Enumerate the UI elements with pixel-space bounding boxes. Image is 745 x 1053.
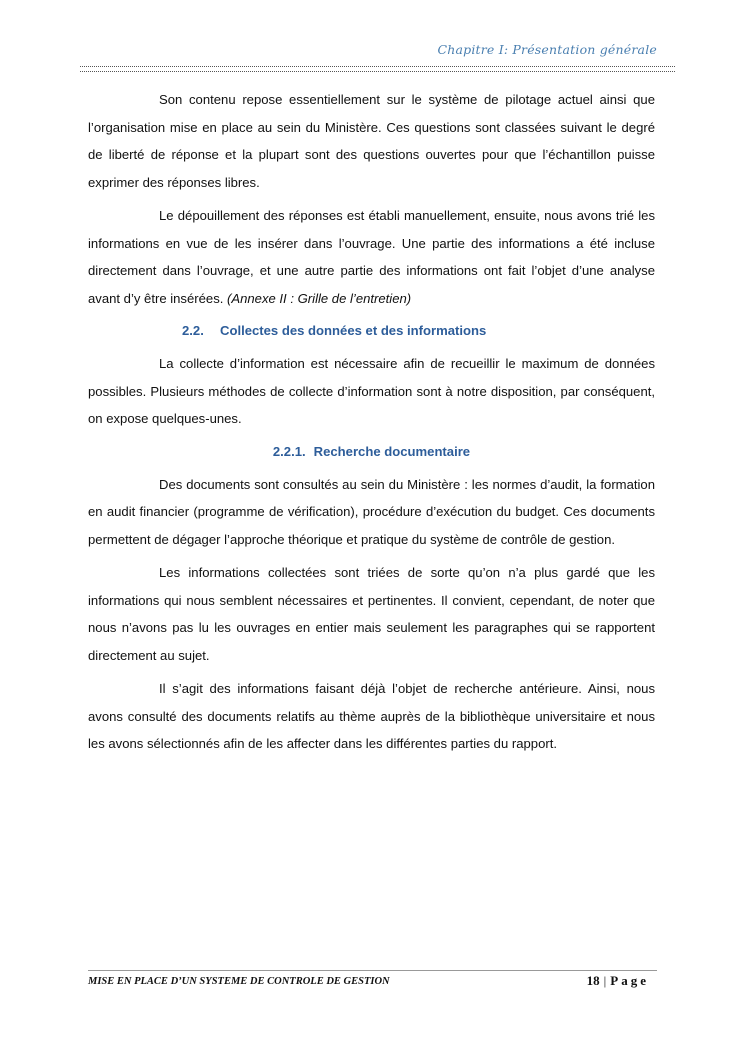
page-number: 18 (586, 973, 600, 988)
annex-reference: (Annexe II : Grille de l’entretien) (227, 290, 412, 306)
section-number: 2.2. (182, 323, 204, 338)
section-heading-2-2-1 (88, 439, 655, 465)
header-divider (80, 66, 675, 72)
subsection-title: Recherche documentaire (313, 443, 471, 459)
subsection-number: 2.2.1. (272, 443, 306, 459)
paragraph-recherche: Il s’agit des informations faisant déjà l’objet de recherche antérieure. Ainsi, nous avons consulté des documents relatifs au thème auprès de la bibliothèque universitaire et nous les avons sélectionnés afin de les affecter dans les différentes parties du rapport. (88, 681, 655, 751)
paragraph-informations: Les informations collectées sont triées de sorte qu’on n’a plus gardé que les informations qui nous semblent nécessaires et pertinentes. Il convient, cependant, de noter que nous n’avons pas lu les ouvrages en entier mais seulement les paragraphes qui se rapportent directement au sujet. (88, 565, 655, 663)
paragraph-documents: Des documents sont consultés au sein du Ministère : les normes d’audit, la formation en audit financier (programme de vérification), procédure d’exécution du budget. Ces documents permettent de dégager l’approche théorique et pratique du système de contrôle de gestion. (88, 476, 655, 547)
paragraph-depouillement-text: Le dépouillement des réponses est établi manuellement, ensuite, nous avons trié les informations en vue de les insérer dans l’ouvrage. Une partie des informations a été incluse directement dans l’ouvrage, et une autre partie des informations ont fait l’objet d’une analyse avant d’y être insérées. (88, 208, 655, 306)
footer-divider (88, 970, 657, 971)
paragraph-depouillement (88, 202, 655, 312)
section-title: Collectes des données et des informations (220, 323, 487, 338)
page-label: Page (610, 973, 649, 988)
chapter-header: Chapitre I: Présentation générale (437, 42, 657, 57)
page-body (88, 86, 655, 764)
page-separator: | (603, 973, 607, 988)
footer-page-indicator (587, 973, 649, 989)
paragraph-contenu: Son contenu repose essentiellement sur le système de pilotage actuel ainsi que l’organisation mise en place au sein du Ministère. Ces questions sont classées suivant le degré de liberté de réponse et la plupart sont des questions ouvertes pour que l’échantillon puisse exprimer des réponses libres. (88, 92, 655, 190)
footer-document-title: MISE EN PLACE D’UN SYSTEME DE CONTROLE DE GESTION (88, 976, 390, 987)
paragraph-collecte: La collecte d’information est nécessaire afin de recueillir le maximum de données possibles. Plusieurs méthodes de collecte d’information sont à notre disposition, par conséquent, on expose quelques-unes. (88, 356, 655, 426)
section-heading-2-2 (88, 318, 655, 344)
